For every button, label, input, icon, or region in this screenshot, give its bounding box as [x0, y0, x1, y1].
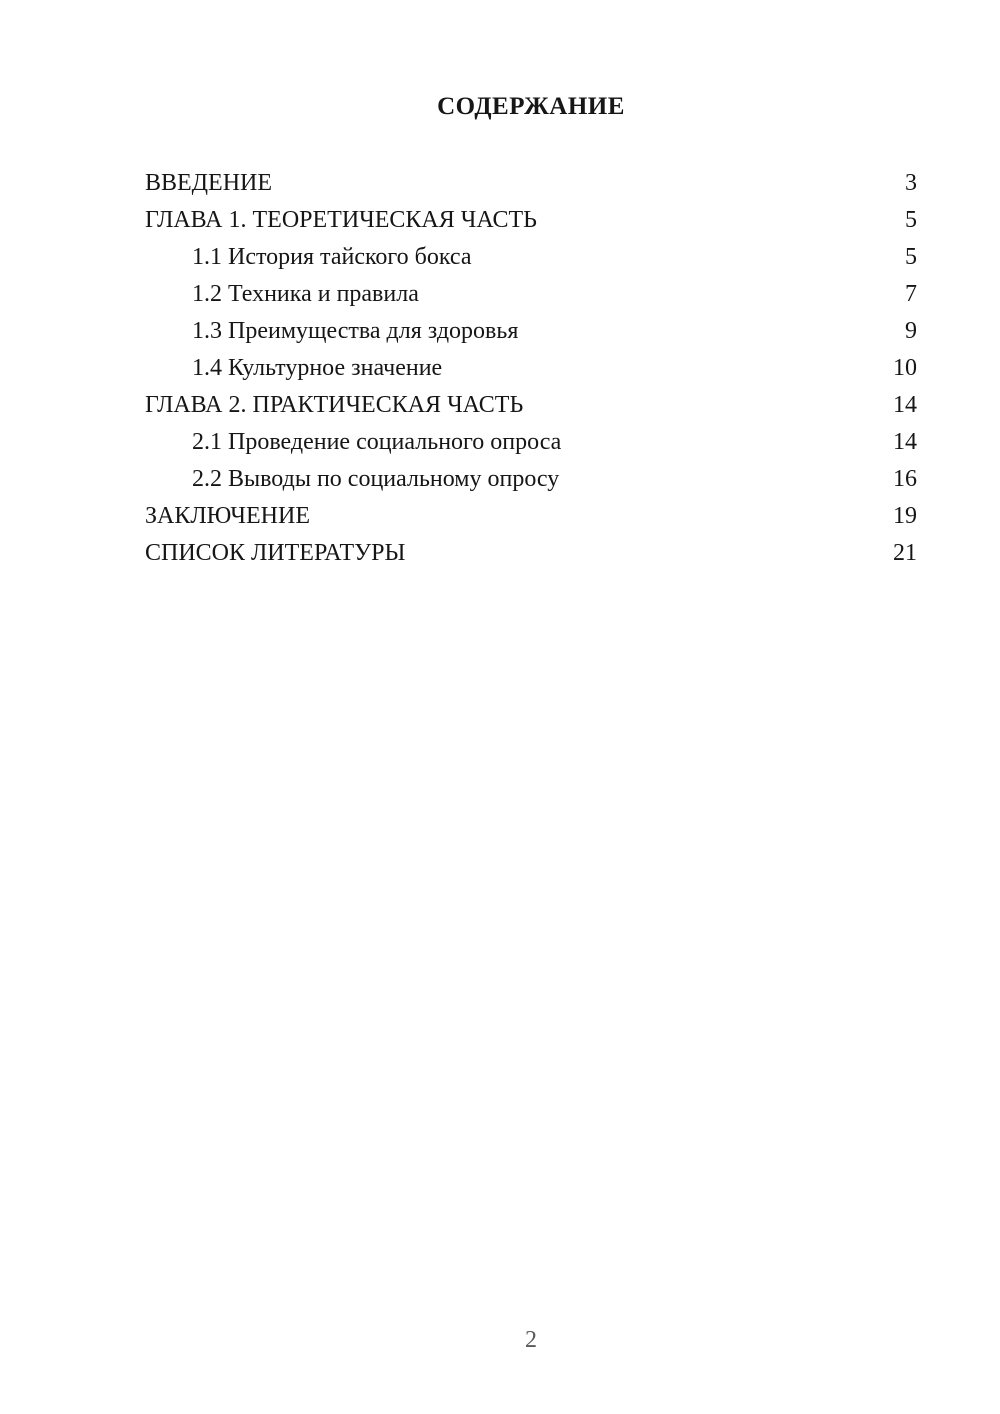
toc-entry-label: ВВЕДЕНИЕ: [145, 170, 273, 196]
toc-entry-page-number: 16: [893, 466, 917, 492]
toc-entry-label: 2.2 Выводы по социальному опросу: [192, 466, 560, 492]
toc-entry-page-number: 21: [893, 540, 917, 566]
page-title: СОДЕРЖАНИЕ: [437, 93, 625, 120]
toc-entry: [145, 350, 917, 387]
page-number-footer: 2: [525, 1327, 537, 1353]
toc-content: [145, 88, 917, 572]
toc-entry-label: 1.4 Культурное значение: [192, 355, 443, 381]
toc-entry: [145, 202, 917, 239]
toc-entry-page-number: 3: [905, 170, 917, 196]
toc-entry-label: 1.3 Преимущества для здоровья: [192, 318, 519, 344]
toc-entry-label: ГЛАВА 2. ПРАКТИЧЕСКАЯ ЧАСТЬ: [145, 392, 524, 418]
toc-entry-label: ЗАКЛЮЧЕНИЕ: [145, 503, 310, 529]
toc-entry-page-number: 10: [893, 355, 917, 381]
toc-entry-page-number: 7: [905, 281, 917, 307]
toc-entry-label: 1.1 История тайского бокса: [192, 244, 472, 270]
toc-entry-label: СПИСОК ЛИТЕРАТУРЫ: [145, 540, 406, 566]
toc-entry-label: 2.1 Проведение социального опроса: [192, 429, 562, 455]
toc-entry-label: ГЛАВА 1. ТЕОРЕТИЧЕСКАЯ ЧАСТЬ: [145, 207, 537, 233]
toc-entry-page-number: 14: [893, 429, 917, 455]
toc-entry: [145, 387, 917, 424]
toc-entry: [145, 165, 917, 202]
toc-entry: [145, 498, 917, 535]
toc-entry-page-number: 5: [905, 207, 917, 233]
toc-entry: [145, 239, 917, 276]
toc-entry-page-number: 5: [905, 244, 917, 270]
toc-entry: [145, 424, 917, 461]
toc-entry: [145, 461, 917, 498]
toc-list: [145, 165, 917, 572]
toc-entry: [145, 313, 917, 350]
toc-entry: [145, 276, 917, 313]
toc-entry-page-number: 19: [893, 503, 917, 529]
toc-entry-label: 1.2 Техника и правила: [192, 281, 419, 307]
toc-entry: [145, 535, 917, 572]
toc-entry-page-number: 14: [893, 392, 917, 418]
toc-entry-page-number: 9: [905, 318, 917, 344]
